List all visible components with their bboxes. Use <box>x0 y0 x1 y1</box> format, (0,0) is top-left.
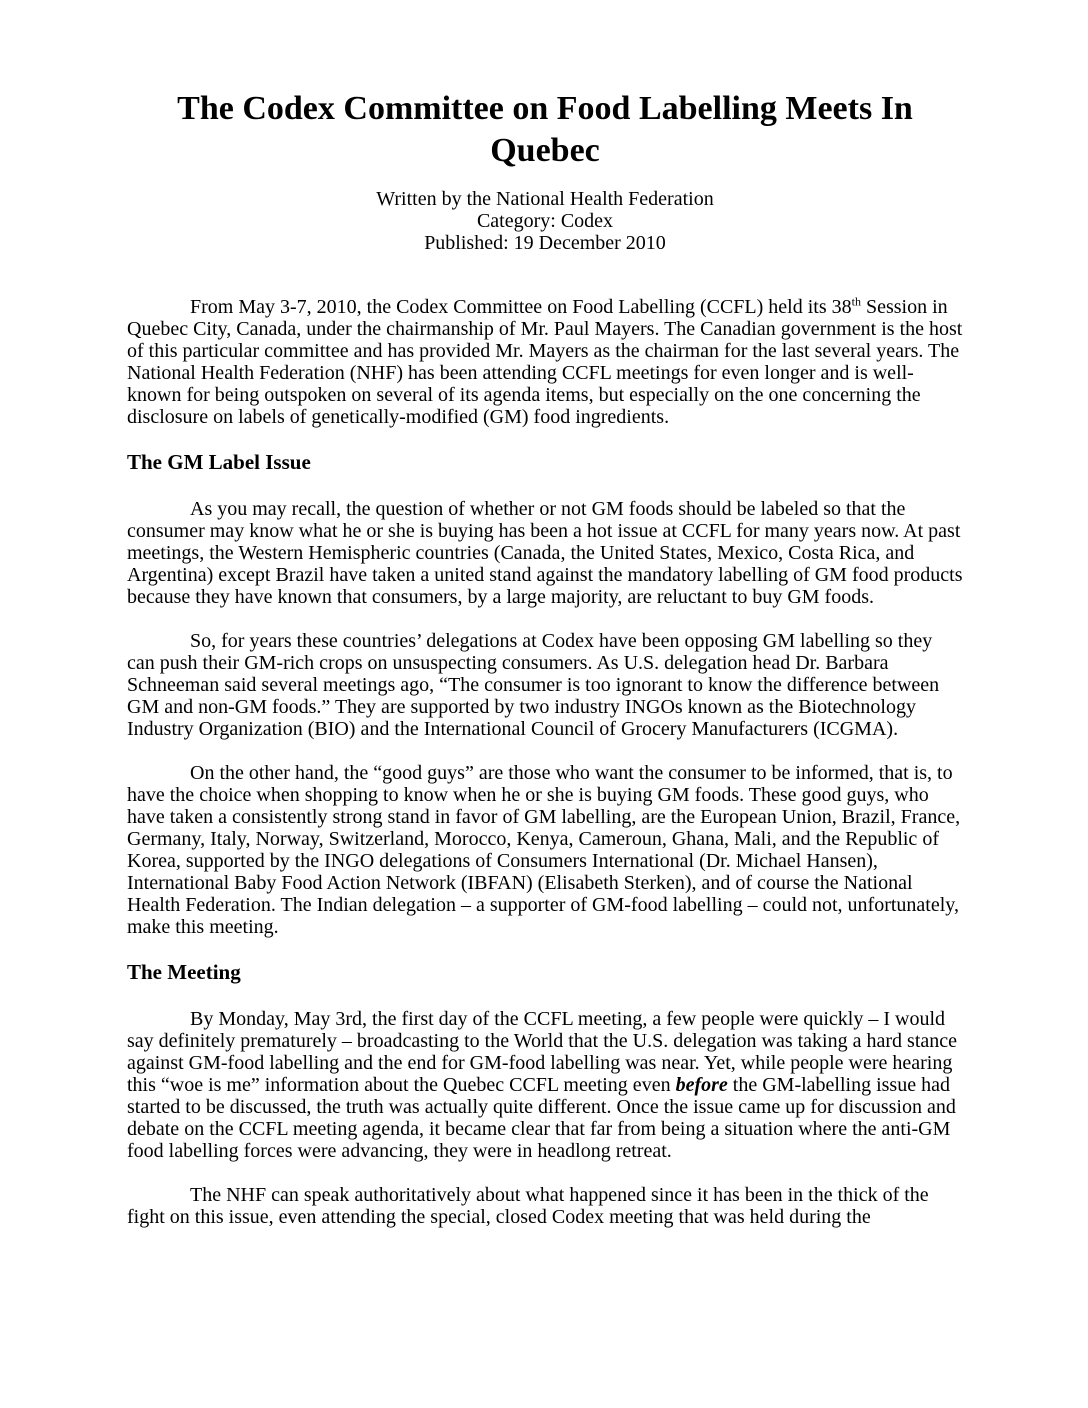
paragraph-intro: From May 3-7, 2010, the Codex Committee on Food Labelling (CCFL) held its 38th Session in Quebec City, Canada, under the chairmanship of Mr. Paul Mayers. The Canadian government is the host of this particular committee and has provided Mr. Mayers as the chairman for the last several years. The National Health Federation (NHF) has been attending CCFL meetings for even longer and is well-known for being outspoken on several of its agenda items, but especially on the one concerning the disclosure on labels of genetically-modified (GM) food ingredients. <box>127 294 963 428</box>
article-body <box>127 296 963 1228</box>
byline-author: Written by the National Health Federation <box>376 188 714 210</box>
byline-category: Category: Codex <box>476 210 614 232</box>
section-heading-the-meeting: The Meeting <box>127 960 241 984</box>
paragraph-gm-label-3: On the other hand, the “good guys” are those who want the consumer to be informed, that is, to have the choice when shopping to know when he or she is buying GM foods. These good guys, who have taken a consistently strong stand in favor of GM labelling, are the European Union, Brazil, France, Germany, Italy, Norway, Switzerland, Morocco, Kenya, Cameroun, Ghana, Mali, and the Republic of Korea, supported by the INGO delegations of Consumers International (Dr. Michael Hansen), International Baby Food Action Network (IBFAN) (Elisabeth Sterken), and of course the National Health Federation. The Indian delegation – a supporter of GM-food labelling – could not, unfortunately, make this meeting. <box>127 762 961 938</box>
page-title: The Codex Committee on Food Labelling Meets In Quebec <box>177 90 913 169</box>
byline-published: Published: 19 December 2010 <box>424 232 666 254</box>
paragraph-meeting-2: The NHF can speak authoritatively about what happened since it has been in the thick of the fight on this issue, even attending the special, closed Codex meeting that was held during the <box>127 1184 929 1228</box>
section-heading-gm-label-issue: The GM Label Issue <box>127 450 311 474</box>
paragraph-gm-label-2: So, for years these countries’ delegations at Codex have been opposing GM labelling so they can push their GM-rich crops on unsuspecting consumers. As U.S. delegation head Dr. Barbara Schneeman said several meetings ago, “The consumer is too ignorant to know the difference between GM and non-GM foods.” They are supported by two industry INGOs known as the Biotechnology Industry Organization (BIO) and the International Council of Grocery Manufacturers (ICGMA). <box>127 630 940 740</box>
byline <box>127 188 963 254</box>
paragraph-gm-label-1: As you may recall, the question of whether or not GM foods should be labeled so that the consumer may know what he or she is buying has been a hot issue at CCFL for many years now. At past meetings, the Western Hemispheric countries (Canada, the United States, Mexico, Costa Rica, and Argentina) except Brazil have taken a united stand against the mandatory labelling of GM food products because they have known that consumers, by a large majority, are reluctant to buy GM foods. <box>127 498 963 608</box>
paragraph-meeting-1: By Monday, May 3rd, the first day of the CCFL meeting, a few people were quickly – I would say definitely prematurely – broadcasting to the World that the U.S. delegation was taking a hard stance against GM-food labelling and the end for GM-food labelling was near. Yet, while people were hearing this “woe is me” information about the Quebec CCFL meeting even before the GM-labelling issue had started to be discussed, the truth was actually quite different. Once the issue came up for discussion and debate on the CCFL meeting agenda, it became clear that far from being a situation where the anti-GM food labelling forces were advancing, they were in headlong retreat. <box>127 1008 957 1162</box>
